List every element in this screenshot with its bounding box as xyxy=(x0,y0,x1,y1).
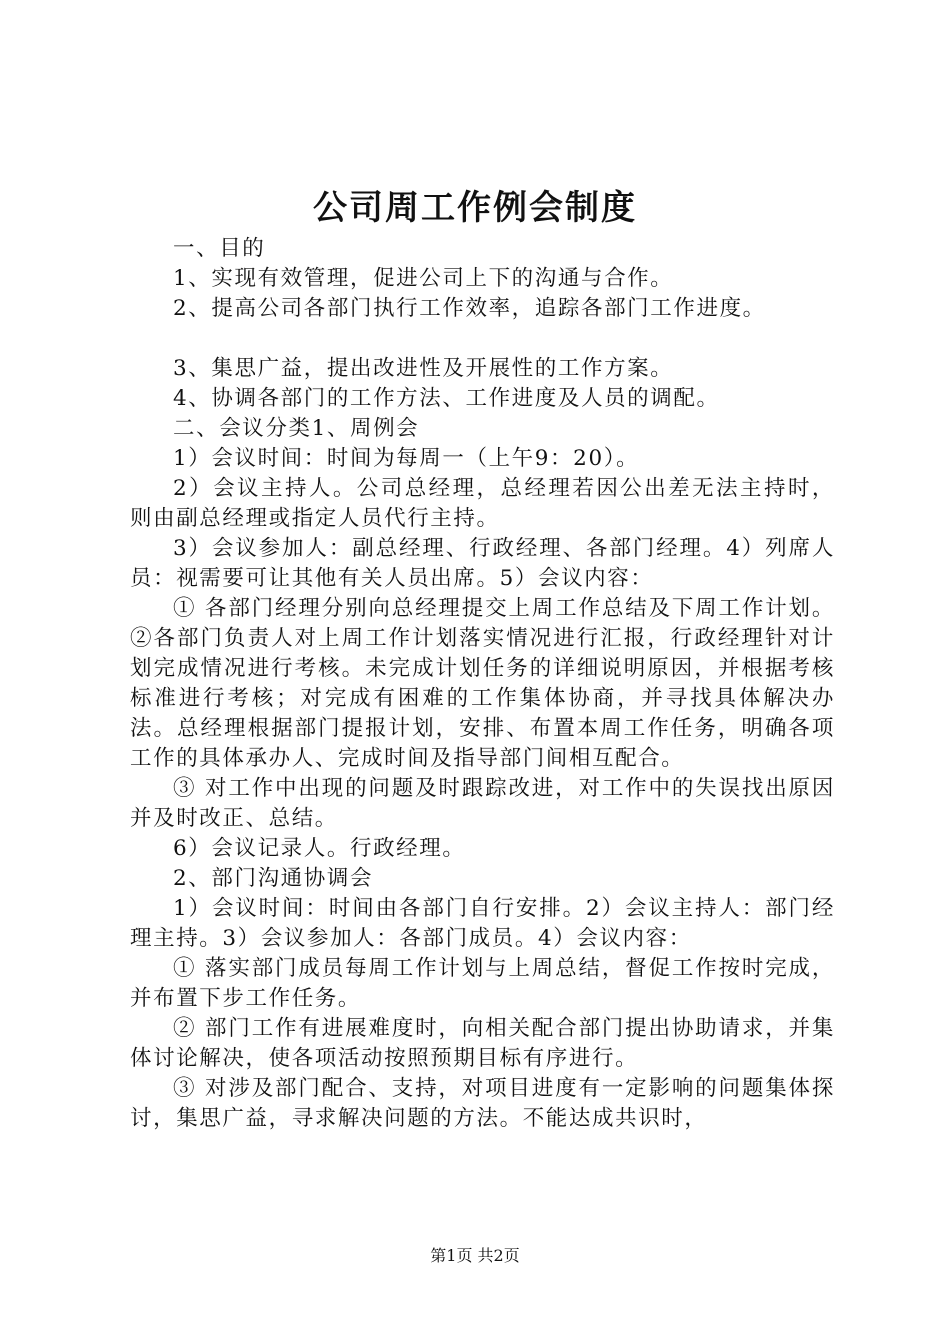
page-number-footer: 第1页 共2页 xyxy=(430,1246,520,1265)
paragraph-purpose-heading: 一、目的 xyxy=(173,236,266,261)
paragraph-meeting-types: 二、会议分类1、周例会 xyxy=(173,416,420,441)
paragraph-purpose-2: 2、提高公司各部门执行工作效率，追踪各部门工作进度。 xyxy=(173,296,766,321)
document-title: 公司周工作例会制度 xyxy=(313,188,637,228)
paragraph-purpose-3: 3、集思广益，提出改进性及开展性的工作方案。 xyxy=(173,356,674,381)
paragraph-weekly-recorder: 6）会议记录人。行政经理。 xyxy=(173,836,466,861)
paragraph-gap xyxy=(130,324,835,354)
document-body xyxy=(130,234,835,1134)
paragraph-purpose-1: 1、实现有效管理，促进公司上下的沟通与合作。 xyxy=(173,266,674,291)
paragraph-weekly-followup: ③ 对工作中出现的问题及时跟踪改进，对工作中的失误找出原因并及时改正、总结。 xyxy=(130,776,835,831)
paragraph-weekly-content: ① 各部门经理分别向总经理提交上周工作总结及下周工作计划。②各部门负责人对上周工作计划落实情况进行汇报，行政经理针对计划完成情况进行考核。未完成计划任务的详细说明原因，并根据考核标准进行考核；对完成有困难的工作集体协商，并寻找具体解决办法。总经理根据部门提报计划，安排、布置本周工作任务，明确各项工作的具体承办人、完成时间及指导部门间相互配合。 xyxy=(130,596,835,771)
paragraph-dept-meeting: 2、部门沟通协调会 xyxy=(173,866,374,891)
paragraph-dept-content-1: ① 落实部门成员每周工作计划与上周总结，督促工作按时完成，并布置下步工作任务。 xyxy=(130,956,835,1011)
paragraph-dept-content-2: ② 部门工作有进展难度时，向相关配合部门提出协助请求，并集体讨论解决，使各项活动按照预期目标有序进行。 xyxy=(130,1016,835,1071)
paragraph-purpose-4: 4、协调各部门的工作方法、工作进度及人员的调配。 xyxy=(173,386,720,411)
paragraph-weekly-host: 2）会议主持人。公司总经理，总经理若因公出差无法主持时，则由副总经理或指定人员代行主持。 xyxy=(130,476,835,531)
paragraph-dept-content-3: ③ 对涉及部门配合、支持，对项目进度有一定影响的问题集体探讨，集思广益，寻求解决问题的方法。不能达成共识时， xyxy=(130,1076,835,1131)
paragraph-weekly-attendees: 3）会议参加人：副总经理、行政经理、各部门经理。4）列席人员：视需要可让其他有关人员出席。5）会议内容： xyxy=(130,536,835,591)
paragraph-dept-details: 1）会议时间：时间由各部门自行安排。2）会议主持人：部门经理主持。3）会议参加人：各部门成员。4）会议内容： xyxy=(130,896,835,951)
paragraph-weekly-time: 1）会议时间：时间为每周一（上午9：20）。 xyxy=(173,446,640,471)
